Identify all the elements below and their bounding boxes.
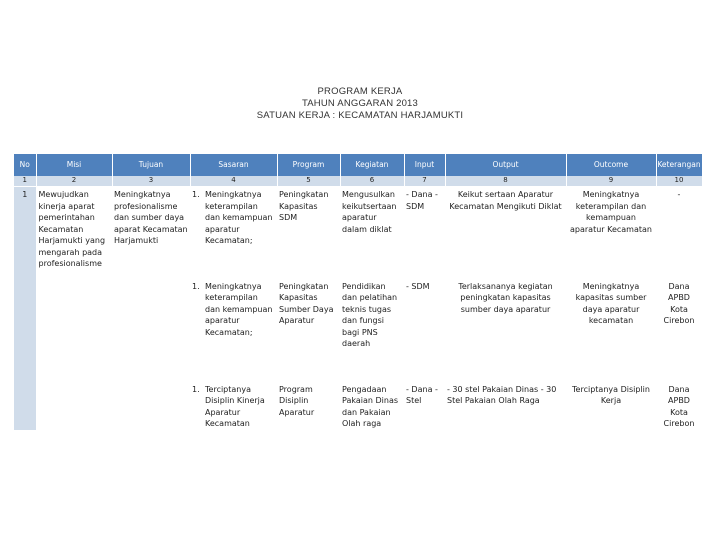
column-number: 6 <box>340 176 404 187</box>
kegiatan-cell: Pendidikan dan pelatihan teknis tugas dan fungsi bagi PNS daerah <box>340 279 404 382</box>
column-number: 4 <box>190 176 277 187</box>
output-cell: - 30 stel Pakaian Dinas - 30 Stel Pakaian Olah Raga <box>445 382 566 430</box>
sasaran-text: Meningkatnya keterampilan dan kemampuan aparatur Kecamatan; <box>205 281 273 337</box>
outcome-cell: Meningkatnya kapasitas sumber daya aparatur kecamatan <box>566 279 656 382</box>
sasaran-text: Meningkatnya keterampilan dan kemampuan aparatur Kecamatan; <box>205 190 273 245</box>
program-cell: Peningkatan Kapasitas Sumber Daya Aparatur <box>277 279 340 382</box>
column-number: 2 <box>36 176 112 187</box>
outcome-cell: Meningkatnya keterampilan dan kemampuan aparatur Kecamatan <box>566 187 656 279</box>
header-program: Program <box>277 154 340 176</box>
header-kegiatan: Kegiatan <box>340 154 404 176</box>
column-number: 1 <box>14 176 36 187</box>
tujuan-cell: Meningkatnya profesionalisme dan sumber daya aparat Kecamatan Harjamukti <box>112 187 190 430</box>
sasaran-cell <box>190 382 277 430</box>
list-number: 1. <box>192 281 200 291</box>
column-number: 9 <box>566 176 656 187</box>
list-number: 1. <box>192 190 200 199</box>
sasaran-text: Terciptanya Disiplin Kinerja Aparatur Kecamatan <box>205 384 265 428</box>
column-number: 5 <box>277 176 340 187</box>
header-tujuan: Tujuan <box>112 154 190 176</box>
kegiatan-cell: Mengusulkan keikutsertaan aparatur dalam diklat <box>340 187 404 279</box>
header-row <box>14 154 702 176</box>
column-number: 10 <box>656 176 702 187</box>
title-line-1: PROGRAM KERJA <box>317 86 403 97</box>
input-cell: - Dana - Stel <box>404 382 445 430</box>
list-number: 1. <box>192 384 200 394</box>
outcome-cell: Terciptanya Disiplin Kerja <box>566 382 656 430</box>
header-sasaran: Sasaran <box>190 154 277 176</box>
document-title <box>0 86 720 122</box>
column-number: 3 <box>112 176 190 187</box>
column-number: 7 <box>404 176 445 187</box>
output-cell: Keikut sertaan Aparatur Kecamatan Mengikuti Diklat <box>445 187 566 279</box>
title-line-3: SATUAN KERJA : KECAMATAN HARJAMUKTI <box>256 110 464 121</box>
input-cell: - Dana - SDM <box>404 187 445 279</box>
keterangan-cell: Dana APBD Kota Cirebon <box>656 382 702 430</box>
program-cell: Program Disiplin Aparatur <box>277 382 340 430</box>
sasaran-cell <box>190 187 277 279</box>
keterangan-cell: Dana APBD Kota Cirebon <box>656 279 702 382</box>
sasaran-cell <box>190 279 277 382</box>
header-misi: Misi <box>36 154 112 176</box>
program-table <box>14 154 703 430</box>
output-cell: Terlaksananya kegiatan peningkatan kapasitas sumber daya aparatur <box>445 279 566 382</box>
row-number: 1 <box>14 187 36 430</box>
header-output: Output <box>445 154 566 176</box>
column-number: 8 <box>445 176 566 187</box>
kegiatan-cell: Pengadaan Pakaian Dinas dan Pakaian Olah raga <box>340 382 404 430</box>
program-cell: Peningkatan Kapasitas SDM <box>277 187 340 279</box>
input-cell: - SDM <box>404 279 445 382</box>
column-number-row <box>14 176 702 187</box>
table-row <box>14 187 702 279</box>
header-no: No <box>14 154 36 176</box>
header-outcome: Outcome <box>566 154 656 176</box>
title-line-2: TAHUN ANGGARAN 2013 <box>301 98 419 109</box>
header-input: Input <box>404 154 445 176</box>
keterangan-cell: - <box>656 187 702 279</box>
misi-cell: Mewujudkan kinerja aparat pemerintahan Kecamatan Harjamukti yang mengarah pada profesionalisme <box>36 187 112 430</box>
header-keterangan: Keterangan <box>656 154 702 176</box>
